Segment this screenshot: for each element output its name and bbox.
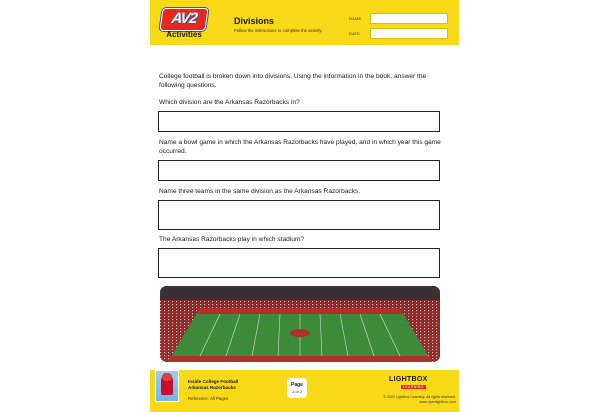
name-field[interactable] — [370, 13, 448, 24]
answer-box-1[interactable] — [158, 111, 440, 132]
av2-logo — [159, 8, 208, 31]
copyright-line-1: © 2022 Lightbox Learning. All rights reserved. — [383, 395, 456, 399]
book-title-line-1: Inside College Football — [188, 379, 239, 384]
copyright-text — [370, 395, 456, 405]
date-label: DATE — [349, 31, 361, 36]
stadium-illustration — [160, 286, 440, 362]
page-indicator — [287, 378, 307, 398]
answer-box-4[interactable] — [158, 248, 440, 278]
page-title: Divisions — [234, 16, 275, 26]
question-2: Name a bowl game in which the Arkansas Razorbacks have played, and in which year this game occurred. — [159, 139, 441, 155]
answer-box-3[interactable] — [158, 200, 440, 230]
book-title-line-2: Arkansas Razorbacks — [188, 385, 236, 390]
question-3: Name three teams in the same division as the Arkansas Razorbacks. — [159, 188, 361, 195]
av2-logo-text: AV2 — [170, 10, 198, 27]
stadium-photo — [160, 286, 440, 362]
page-label: Page — [291, 382, 303, 388]
activities-label: Activities — [166, 30, 202, 39]
intro-text: College football is broken down into divisions. Using the information in the book, answer the following questions. — [159, 73, 427, 89]
page-instructions: Follow the instructions to complete the activity. — [234, 28, 323, 33]
answer-box-2[interactable] — [158, 160, 440, 181]
lightbox-logo: LIGHTBOX — [389, 376, 428, 383]
book-cover-thumbnail — [155, 370, 179, 402]
page-number: 1 of 2 — [291, 389, 302, 394]
footer-bar — [150, 370, 459, 412]
midfield-logo — [290, 329, 310, 337]
question-1: Which division are the Arkansas Razorbacks in? — [159, 99, 300, 106]
date-field[interactable] — [370, 28, 448, 39]
book-title — [188, 379, 238, 391]
worksheet-page — [150, 0, 459, 412]
website-link[interactable]: www.openlightbox.com — [419, 400, 456, 404]
lightbox-logo-sub: LEARNING — [403, 385, 424, 389]
header-bar — [150, 0, 459, 45]
question-4: The Arkansas Razorbacks play in which stadium? — [159, 236, 305, 243]
helmet-icon — [162, 373, 172, 381]
name-label: NAME — [349, 16, 362, 21]
reference-text: Reference: All Pages — [188, 396, 229, 401]
